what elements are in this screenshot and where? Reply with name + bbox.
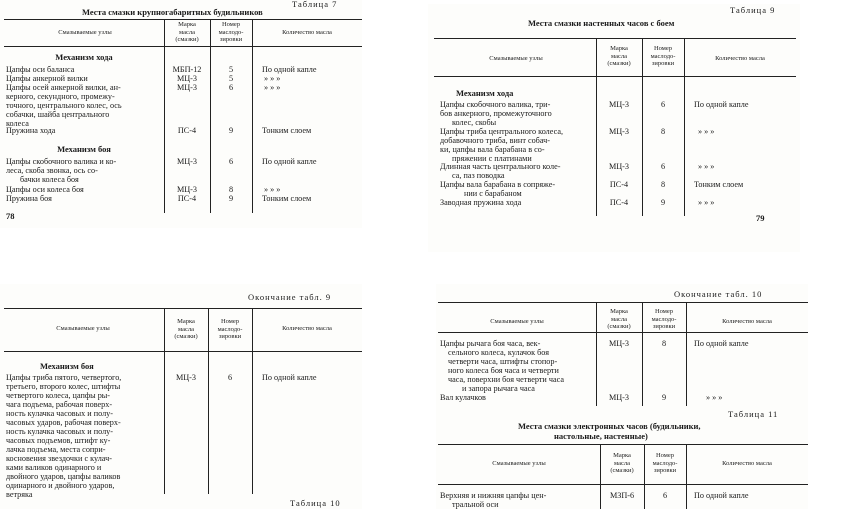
section-heading: Механизм хода <box>456 88 514 98</box>
header-mark: Марка масла (смазки) <box>607 45 631 67</box>
header-amount: Количество масла <box>715 55 765 62</box>
section-heading: Механизм боя <box>40 361 94 371</box>
header-mark: Марка масла (смазки) <box>607 308 631 330</box>
table-title: Места смазки крупногабаритных будильников <box>82 7 263 17</box>
header-amount: Количество масла <box>282 29 332 36</box>
header-amount: Количество масла <box>722 318 772 325</box>
header-nodes: Смазываемые узлы <box>58 29 112 36</box>
header-nodes: Смазываемые узлы <box>56 325 110 332</box>
table-caption: Таблица 11 <box>728 409 779 419</box>
header-amount: Количество масла <box>282 325 332 332</box>
page-79: Таблица 9 Места смазки настенных часов с боем Смазываемые узлы Марка масла (смазки) Номер маслодо- зировки Количество масла Механизм хода Цапфы скобочного валика, три- бов анкерного, промежуточного колес, скобы МЦ-3 6 По одной капле Цапфы триба центрального колеса, добавочного триба, винт собач- ки, цапфы вала барабана в со- пряжении с платинами МЦ-3 8 » » » Длинная часть центрального коле- са, паз поводка МЦ-3 6 » » » Цапфы вала барабана в сопряже- нии с барабаном ПС-4 8 Тонким слоем Заводная пружина хода ПС-4 9 » » » 79 <box>428 4 800 252</box>
table-caption: Таблица 7 <box>292 0 338 9</box>
header-nodes: Смазываемые узлы <box>489 55 543 62</box>
header-number: Номер маслодо- зировки <box>217 318 243 340</box>
header-mark: Марка масла (смазки) <box>174 318 198 340</box>
header-number: Номер маслодо- зировки <box>652 452 678 474</box>
table-caption: Окончание табл. 10 <box>674 289 763 299</box>
page-continuation-table-9: Окончание табл. 9 Смазываемые узлы Марка масла (смазки) Номер маслодо- зировки Количество масла Механизм боя Цапфы триба пятого, четвертого, третьего, второго колес, штифты четвертого колеса, цапфы ры- чага подъема, рабочая поверх- ность кулачка часовых и полу- часовых ударов, рабочая поверх- ность кулачка часовых и полу- часовых подъемов, штифт ку- лачка подъема, места сопри- косновения звездочки с кулач- ками валиков одинарного и двойного ударов, цапфы валиков одинарного и двойного ударов, ветряка МЦ-3 6 По одной капле Таблица 10 <box>0 284 362 509</box>
next-table-caption: Таблица 10 <box>290 498 341 508</box>
table-title: настольные, настенные) <box>554 431 648 441</box>
header-number: Номер маслодо- зировки <box>218 21 244 43</box>
table-caption: Таблица 9 <box>730 5 776 15</box>
header-mark: Марка масла (смазки) <box>175 21 199 43</box>
header-nodes: Смазываемые узлы <box>492 460 546 467</box>
page-number: 78 <box>6 211 15 221</box>
table-title: Места смазки электронных часов (будильники, <box>518 421 701 431</box>
section-heading: Механизм боя <box>57 144 111 154</box>
page-continuation-table-10: Окончание табл. 10 Смазываемые узлы Марка масла (смазки) Номер маслодо- зировки Количество масла Цапфы рычага боя часа, век- сельного колеса, кулачок боя четверти часа, штифты стопор- ного колеса боя часа и четверти часа, поверхни боя четверти часа и запора рычага часа МЦ-3 8 По одной капле Вал кулачков МЦ-3 9 » » » Таблица 11 Места смазки электронных часов (будильники, настольные, настенные) Смазываемые узлы Марка масла (смазки) Номер маслодо- зировки Количество масла Верхняя и нижняя цапфы цен- тральной оси МЗП-6 6 По одной капле <box>436 284 808 509</box>
header-number: Номер маслодо- зировки <box>651 308 677 330</box>
header-number: Номер маслодо- зировки <box>650 45 676 67</box>
header-amount: Количество масла <box>722 460 772 467</box>
header-mark: Марка масла (смазки) <box>610 452 634 474</box>
section-heading: Механизм хода <box>55 52 113 62</box>
table-title: Места смазки настенных часов с боем <box>528 18 675 28</box>
page-78: Таблица 7 Места смазки крупногабаритных будильников Смазываемые узлы Марка масла (смазки) Номер маслодо- зировки Количество масла Механизм хода Цапфы оси баланса МБП-12 5 По одной капле Цапфы анкерной вилки МЦ-3 5 » » » Цапфы осей анкерной вилки, ан- керного, секундного, промежу- точного, центрального колес, ось собачки, шайба центрального колеса МЦ-3 6 » » » Пружина хода ПС-4 9 Тонким слоем Механизм боя Цапфы скобочного валика и ко- леса, скоба звонка, ось со- бачки колеса боя МЦ-3 6 По одной капле Цапфы оси колеса боя МЦ-3 8 » » » Пружина боя ПС-4 9 Тонким слоем 78 <box>0 0 362 228</box>
header-nodes: Смазываемые узлы <box>490 318 544 325</box>
page-number: 79 <box>756 213 765 223</box>
table-caption: Окончание табл. 9 <box>248 292 332 302</box>
